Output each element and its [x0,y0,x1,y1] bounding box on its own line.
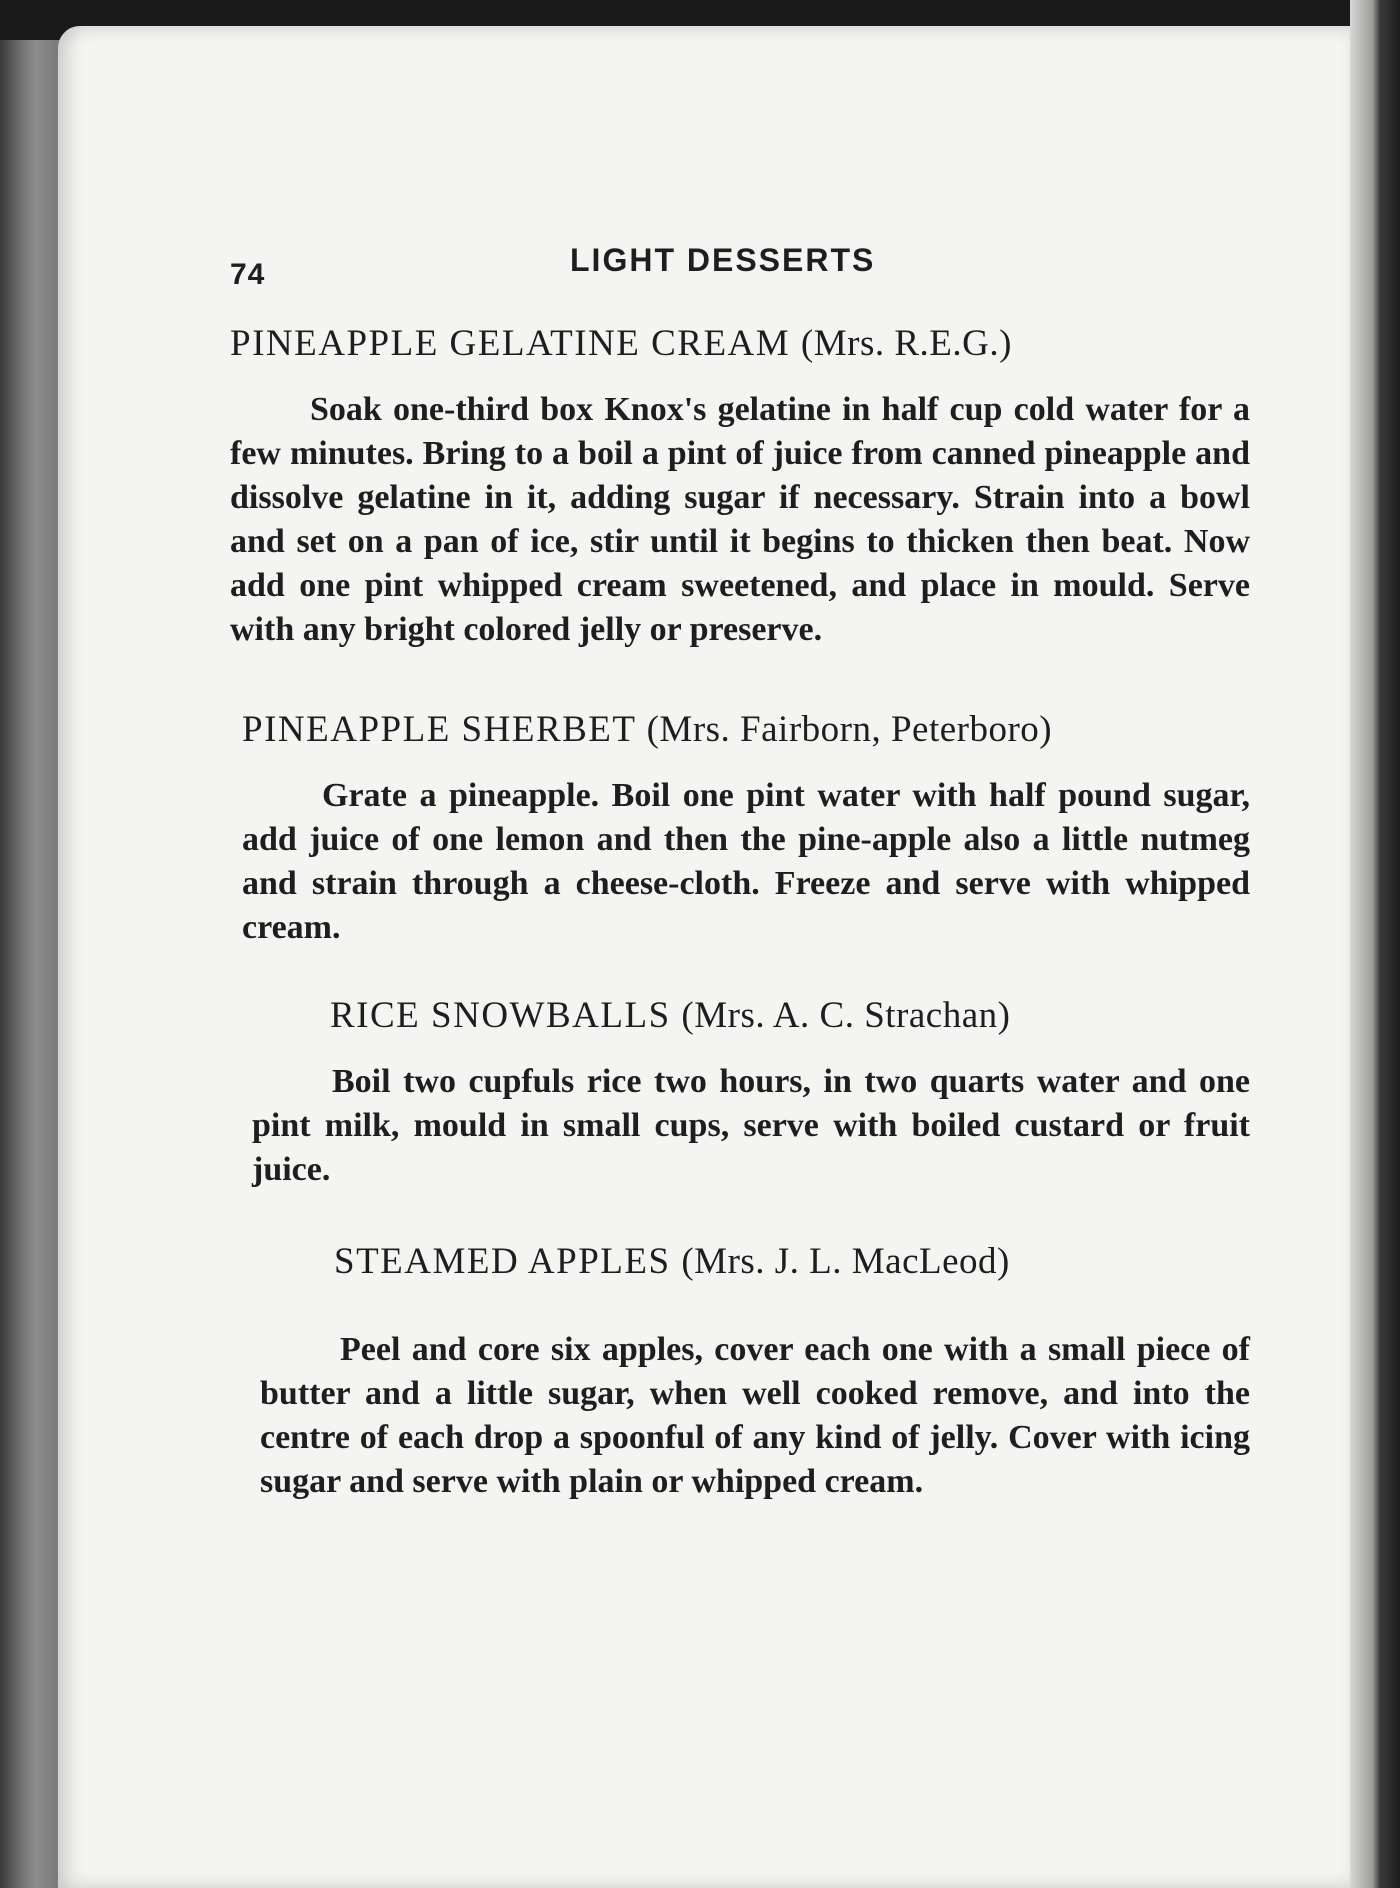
recipe-name: PINEAPPLE GELATINE CREAM [230,323,791,364]
recipe-name: RICE SNOWBALLS [330,995,671,1036]
page-header [230,240,1250,300]
recipe-steamed-apples [230,1240,1250,1504]
recipe-rice-snowballs [230,994,1250,1192]
recipe-author: (Mrs. A. C. Strachan) [681,995,1011,1036]
recipe-pineapple-sherbet [230,708,1250,950]
running-head: LIGHT DESSERTS [570,242,876,278]
recipe-title [230,322,1250,366]
recipe-author: (Mrs. J. L. MacLeod) [681,1241,1010,1282]
recipe-body: Grate a pineapple. Boil one pint water with half pound sugar, add juice of one lemon and then the pine-apple also a little nutmeg and strain through a cheese-cloth. Freeze and serve with whipped cream. [242,777,1250,946]
page-content [230,240,1250,1504]
recipe-name: STEAMED APPLES [334,1241,671,1282]
recipe-author: (Mrs. Fairborn, Peterboro) [646,709,1053,750]
recipe-author: (Mrs. R.E.G.) [800,323,1012,364]
recipe-title [230,708,1250,752]
recipe-title [230,1240,1250,1284]
recipe-body: Soak one-third box Knox's gelatine in half cup cold water for a few minutes. Bring to a boil a pint of juice from canned pineapple and dissolve gelatine in it, adding sugar if necessary. Strain into a bowl and set on a pan of ice, stir until it begins to thicken then beat. Now add one pint whipped cream sweetened, and place in mould. Serve with any bright colored jelly or preserve. [230,391,1250,648]
recipe-body: Boil two cupfuls rice two hours, in two quarts water and one pint milk, mould in small cups, serve with boiled custard or fruit juice. [252,1063,1250,1188]
recipe-title [230,994,1250,1038]
page-right-edge [1350,0,1400,1888]
page-number: 74 [230,258,266,291]
recipe-name: PINEAPPLE SHERBET [242,709,636,750]
recipe-body: Peel and core six apples, cover each one with a small piece of butter and a little sugar, when well cooked remove, and into the centre of each drop a spoonful of any kind of jelly. Cover with icing sugar and serve with plain or whipped cream. [260,1331,1250,1500]
recipe-pineapple-gelatine-cream [230,322,1250,652]
